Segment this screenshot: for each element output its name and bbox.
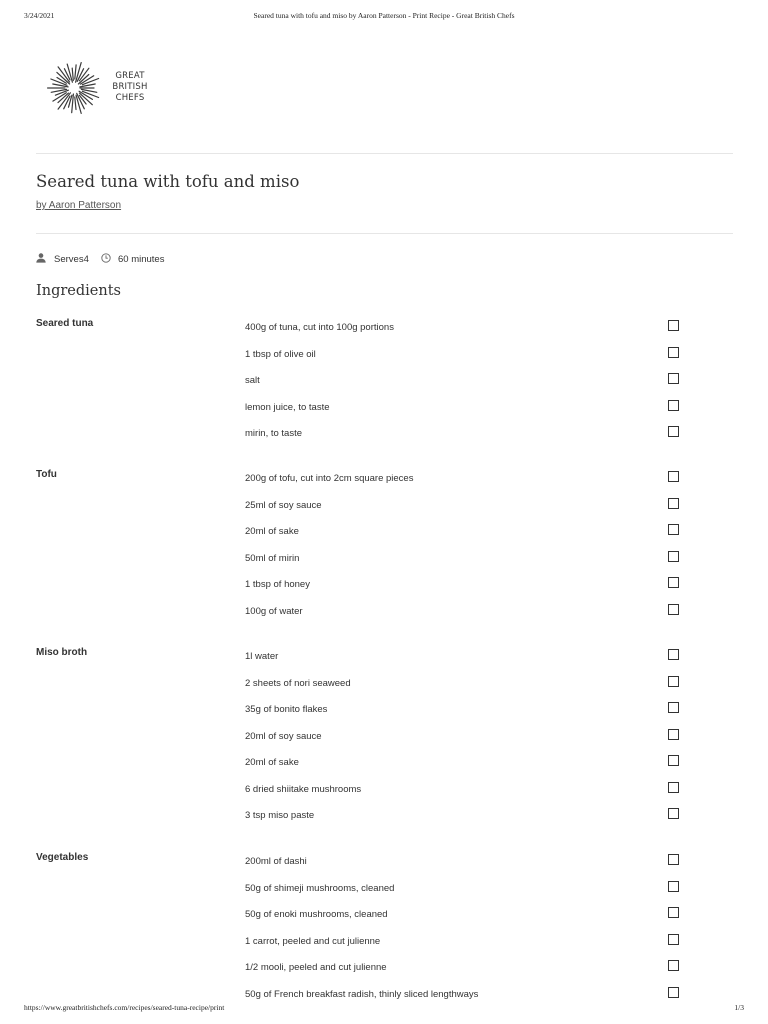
ingredient-checkbox[interactable] [668, 676, 679, 687]
ingredient-checkbox[interactable] [668, 524, 679, 535]
ingredient-item: 50ml of mirin [245, 552, 300, 564]
ingredient-item: lemon juice, to taste [245, 401, 330, 413]
divider [36, 233, 733, 234]
ingredient-item: 200ml of dashi [245, 856, 307, 867]
ingredient-checkbox[interactable] [668, 808, 679, 819]
ingredient-checkbox[interactable] [668, 373, 679, 384]
ingredient-checkbox[interactable] [668, 577, 679, 588]
ingredient-item: 50g of shimeji mushrooms, cleaned [245, 882, 395, 894]
page-number: 1/3 [734, 1003, 744, 1012]
logo-wordmark [110, 71, 150, 104]
ingredient-checkbox[interactable] [668, 649, 679, 660]
ingredient-item: 25ml of soy sauce [245, 499, 322, 511]
print-date: 3/24/2021 [24, 11, 55, 20]
print-footer [0, 1003, 768, 1015]
ingredient-checkbox[interactable] [668, 471, 679, 482]
clock-icon [101, 253, 111, 266]
ingredient-item: 20ml of soy sauce [245, 730, 322, 742]
logo-line: CHEFS [115, 93, 145, 103]
ingredient-item: 200g of tofu, cut into 2cm square pieces [245, 473, 414, 484]
ingredient-item: 20ml of sake [245, 757, 299, 768]
ingredient-checkbox[interactable] [668, 551, 679, 562]
ingredient-checkbox[interactable] [668, 702, 679, 713]
ingredient-item: 20ml of sake [245, 526, 299, 537]
ingredient-item: 50g of French breakfast radish, thinly sliced lengthways [245, 988, 479, 1000]
ingredient-item: 1 tbsp of olive oil [245, 348, 316, 360]
ingredient-checkbox[interactable] [668, 347, 679, 358]
great-british-chefs-logo[interactable] [44, 60, 154, 116]
ingredient-checkbox[interactable] [668, 498, 679, 509]
ingredients-heading: Ingredients [36, 283, 121, 299]
ingredient-checkbox[interactable] [668, 604, 679, 615]
ingredient-item: 3 tsp miso paste [245, 810, 315, 821]
starburst-logo-icon [44, 60, 104, 116]
ingredient-item: 1 carrot, peeled and cut julienne [245, 935, 381, 947]
servings-text: Serves4 [54, 254, 89, 265]
ingredient-checkbox[interactable] [668, 960, 679, 971]
ingredient-item: 100g of water [245, 605, 303, 617]
ingredient-item: 50g of enoki mushrooms, cleaned [245, 909, 388, 920]
ingredient-checkbox[interactable] [668, 755, 679, 766]
ingredient-checkbox[interactable] [668, 782, 679, 793]
print-url: https://www.greatbritishchefs.com/recipes/seared-tuna-recipe/print [24, 1003, 225, 1012]
ingredient-item: mirin, to taste [245, 428, 303, 439]
ingredient-checkbox[interactable] [668, 400, 679, 411]
ingredient-item: 400g of tuna, cut into 100g portions [245, 322, 394, 333]
divider [36, 153, 733, 154]
ingredient-item: 2 sheets of nori seaweed [245, 677, 351, 689]
ingredient-item: 6 dried shiitake mushrooms [245, 783, 362, 795]
logo-line: BRITISH [112, 82, 148, 92]
ingredient-checkbox[interactable] [668, 729, 679, 740]
ingredient-checkbox[interactable] [668, 907, 679, 918]
ingredient-item: 35g of bonito flakes [245, 704, 328, 715]
logo-line: GREAT [115, 71, 145, 81]
ingredient-checkbox[interactable] [668, 881, 679, 892]
ingredient-checkbox[interactable] [668, 987, 679, 998]
print-header [0, 11, 768, 23]
author-link[interactable]: by Aaron Patterson [36, 200, 122, 211]
ingredient-group-name: Seared tuna [36, 318, 94, 329]
ingredient-checkbox[interactable] [668, 426, 679, 437]
ingredient-item: 1 tbsp of honey [245, 579, 310, 590]
ingredient-group-name: Miso broth [36, 647, 88, 658]
ingredient-item: 1/2 mooli, peeled and cut julienne [245, 962, 387, 973]
ingredient-item: 1l water [245, 651, 279, 662]
cooking-time-text: 60 minutes [118, 254, 165, 265]
ingredient-checkbox[interactable] [668, 854, 679, 865]
recipe-title: Seared tuna with tofu and miso [36, 172, 300, 191]
ingredient-checkbox[interactable] [668, 320, 679, 331]
person-icon [36, 253, 46, 266]
ingredient-group-name: Tofu [36, 469, 57, 480]
print-document-title: Seared tuna with tofu and miso by Aaron Patterson - Print Recipe - Great British Chefs [253, 11, 515, 20]
ingredient-group-name: Vegetables [36, 852, 89, 863]
ingredient-item: salt [245, 375, 260, 386]
ingredient-checkbox[interactable] [668, 934, 679, 945]
